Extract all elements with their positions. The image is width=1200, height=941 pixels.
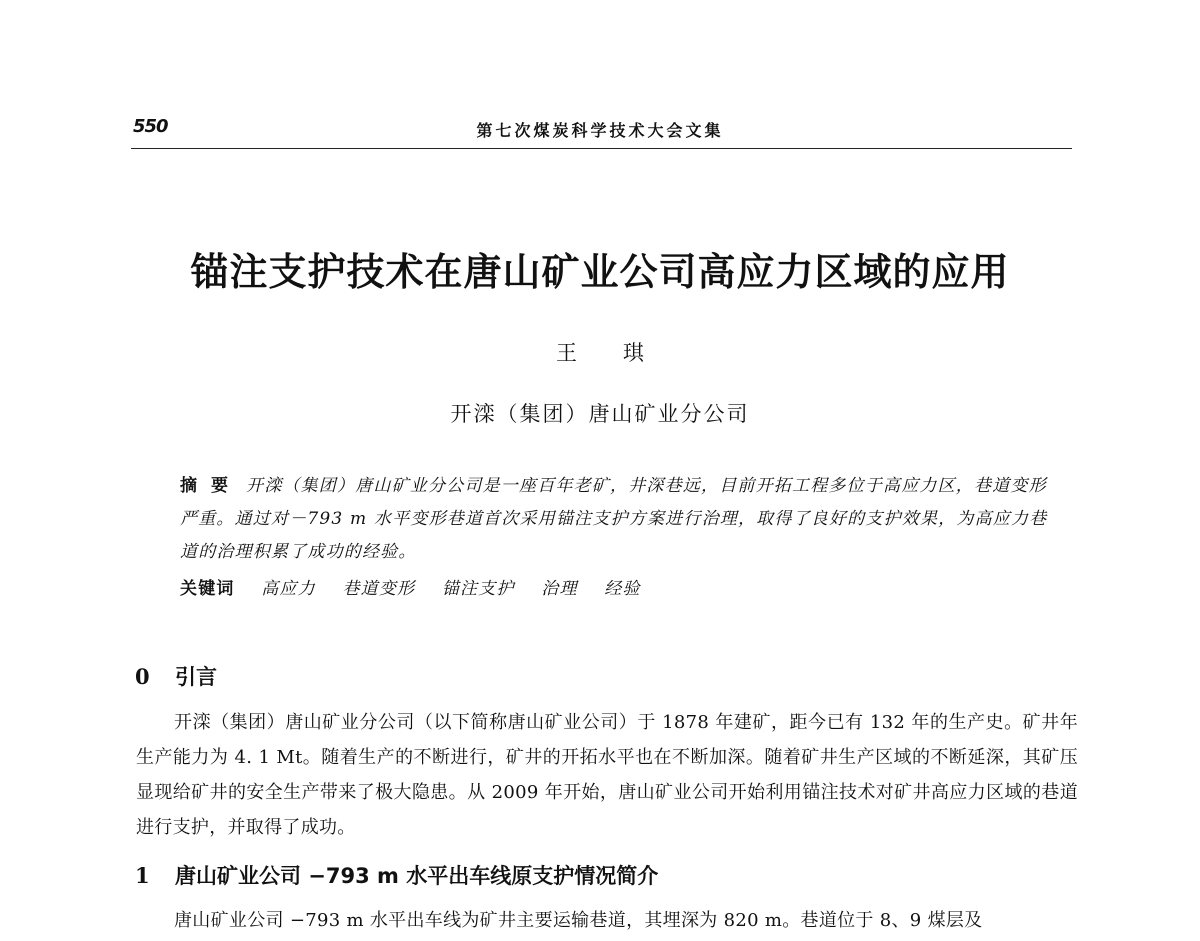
section-number: 1 xyxy=(135,863,150,888)
abstract-label: 摘要 xyxy=(180,476,242,496)
section-body-1: 唐山矿业公司 −793 m 水平出车线为矿井主要运输巷道，其埋深为 820 m。巷道位于 8、9 煤层及 xyxy=(174,910,983,931)
keyword: 高应力 xyxy=(261,579,316,599)
article-title: 锚注支护技术在唐山矿业公司高应力区域的应用 xyxy=(190,249,1010,294)
section-number: 0 xyxy=(135,664,150,689)
keyword: 锚注支护 xyxy=(441,579,515,599)
section-heading-0 xyxy=(135,661,217,691)
section-title: 引言 xyxy=(175,665,217,689)
keywords xyxy=(180,574,661,599)
running-header: 第七次煤炭科学技术大会文集 xyxy=(476,121,724,140)
page-number: 550 xyxy=(133,116,168,137)
header-rule xyxy=(131,148,1072,149)
keywords-label: 关键词 xyxy=(180,579,235,599)
author-name: 王琪 xyxy=(556,341,690,365)
section-body-0: 开滦（集团）唐山矿业分公司（以下简称唐山矿业公司）于 1878 年建矿，距今已有 132 年的生产史。矿井年生产能力为 4. 1 Mt。随着生产的不断进行，矿井的开拓水平也在不断加深。随着矿井生产区域的不断延深，其矿压显现给矿井的安全生产带来了极大隐患。从 2009 年开始，唐山矿业公司开始利用锚注技术对矿井高应力区域的巷道进行支护，并取得了成功。 xyxy=(136,712,1078,838)
keyword: 巷道变形 xyxy=(342,579,416,599)
section-title: 唐山矿业公司 −793 m 水平出车线原支护情况简介 xyxy=(175,864,659,888)
abstract xyxy=(180,470,1060,569)
section-heading-1 xyxy=(135,860,658,890)
keyword: 治理 xyxy=(541,579,578,599)
keyword: 经验 xyxy=(604,579,641,599)
author-affiliation: 开滦（集团）唐山矿业分公司 xyxy=(450,402,750,426)
abstract-text: 开滦（集团）唐山矿业分公司是一座百年老矿，井深巷远，目前开拓工程多位于高应力区，巷道变形严重。通过对－793 m 水平变形巷道首次采用锚注支护方案进行治理，取得了良好的支护效果，为高应力巷道的治理积累了成功的经验。 xyxy=(180,476,1048,562)
